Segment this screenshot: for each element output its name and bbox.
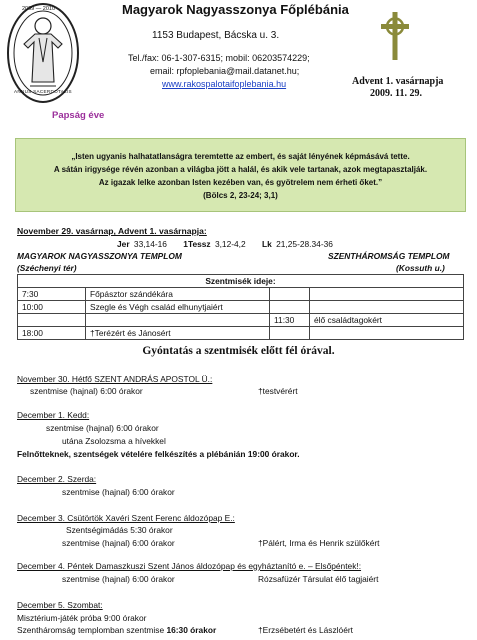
mass-line: szentmise (hajnal) 6:00 órakor <box>62 487 175 497</box>
quote-line: A sátán irigysége révén azonban a világba jött a halál, és akik vele tartanak, azok megtapasztalják. <box>53 165 428 174</box>
mass-time <box>270 327 310 340</box>
mass-intention: Főpásztor szándékára <box>86 288 270 301</box>
mass-intention: †Terézért és Jánosért <box>86 327 270 340</box>
mass-time <box>270 301 310 314</box>
website-link[interactable]: www.rakospalotaifoplebania.hu <box>162 79 287 89</box>
mass-time <box>18 314 86 327</box>
mass-time: 18:00 <box>18 327 86 340</box>
issue-date: 2009. 11. 29. <box>370 88 422 99</box>
table-row <box>18 301 464 314</box>
contact-email[interactable]: email: rpfoplebania@mail.datanet.hu; <box>150 66 300 76</box>
scripture-quote-box <box>15 138 466 212</box>
event-line: Misztérium-játék próba 9:00 órakor <box>17 613 147 623</box>
reading-ref: 3,12-4,2 <box>214 239 246 249</box>
church-left-location: (Széchenyi tér) <box>17 263 77 273</box>
mass-time: 10:00 <box>18 301 86 314</box>
day-heading: November 30. Hétfő SZENT ANDRÁS APOSTOL Ü.: <box>17 374 213 384</box>
mass-time: 7:30 <box>18 288 86 301</box>
cross-icon <box>378 10 412 62</box>
table-row <box>18 314 464 327</box>
table-row <box>18 327 464 340</box>
mass-time: 16:30 órakor <box>166 625 217 635</box>
sunday-heading: November 29. vasárnap, Advent 1. vasárnapja: <box>17 226 207 236</box>
reading-book: Lk <box>262 239 272 249</box>
mass-time <box>270 288 310 301</box>
table-header-row <box>18 275 464 288</box>
table-row <box>18 288 464 301</box>
mass-line <box>17 625 216 635</box>
mass-intention <box>86 314 270 327</box>
mass-schedule-table <box>17 274 464 340</box>
quote-line: Az igazak lelke azonban Isten kezében van, és gyötrelem nem érheti őket.” <box>98 178 383 187</box>
event-line: utána Zsolozsma a hívekkel <box>62 436 166 446</box>
church-left: MAGYAROK NAGYASSZONYA TEMPLOM <box>17 251 182 261</box>
table-header: Szentmisék ideje: <box>18 275 464 288</box>
contact-phone: Tel./fax: 06-1-307-6315; mobil: 06203574229; <box>128 53 310 63</box>
church-right-location: (Kossuth u.) <box>396 263 445 273</box>
confession-note: Gyóntatás a szentmisék előtt fél órával. <box>142 345 335 357</box>
event-line: Szentségimádás 5:30 órakor <box>66 525 173 535</box>
mass-place: Szentháromság templomban szentmise <box>17 625 167 635</box>
mass-intention <box>310 327 464 340</box>
day-heading: December 4. Péntek Damaszkuszi Szent János áldozópap és egyháztanító e. – Elsőpéntek!: <box>17 561 362 571</box>
reading-ref: 33,14-16 <box>133 239 167 249</box>
quote-source: (Bölcs 2, 23-24; 3,1) <box>203 191 278 200</box>
day-heading: December 5. Szombat: <box>17 600 103 610</box>
parish-title: Magyarok Nagyasszonya Főplébánia <box>122 2 349 17</box>
logo-caption: ANNUS SACERDOTALIS <box>14 89 72 94</box>
reading-ref: 21,25-28.34-36 <box>276 239 333 249</box>
mass-line: szentmise (hajnal) 6:00 órakor <box>30 386 143 396</box>
parish-address: 1153 Budapest, Bácska u. 3. <box>152 30 280 41</box>
mass-intention: Szegle és Végh család elhunytjaiért <box>86 301 270 314</box>
day-heading: December 3. Csütörtök Xavéri Szent Ferenc áldozópap E.: <box>17 513 235 523</box>
church-right: SZENTHÁROMSÁG TEMPLOM <box>328 251 450 261</box>
day-heading: December 1. Kedd: <box>17 410 90 420</box>
readings <box>117 239 333 249</box>
year-label: Papság éve <box>52 110 105 121</box>
announcement: Felnőtteknek, szentségek vételére felkészítés a plébánián 19:00 órakor. <box>17 449 300 459</box>
liturgical-day: Advent 1. vasárnapja <box>352 76 444 87</box>
mass-time: 11:30 <box>270 314 310 327</box>
mass-line: szentmise (hajnal) 6:00 órakor <box>46 423 159 433</box>
mass-intention <box>310 301 464 314</box>
mass-intention: †Pálért, Irma és Henrik szülőkért <box>258 538 380 548</box>
mass-intention: †testvérért <box>258 386 298 396</box>
mass-intention <box>310 288 464 301</box>
quote-line: „Isten ugyanis halhatatlanságra teremtette az embert, és saját lényének képmásává tette. <box>71 152 410 161</box>
mass-intention: †Erzsébetért és Lászlóért <box>258 625 353 635</box>
logo-years: 2009 — 2010 <box>22 6 56 12</box>
mass-intention: Rózsafüzér Társulat élő tagjaiért <box>258 574 379 584</box>
reading-book: 1Tessz <box>183 239 211 249</box>
mass-line: szentmise (hajnal) 6:00 órakor <box>62 574 175 584</box>
reading-book: Jer <box>117 239 130 249</box>
mass-line: szentmise (hajnal) 6:00 órakor <box>62 538 175 548</box>
day-heading: December 2. Szerda: <box>17 474 97 484</box>
mass-intention: élő családtagokért <box>310 314 464 327</box>
